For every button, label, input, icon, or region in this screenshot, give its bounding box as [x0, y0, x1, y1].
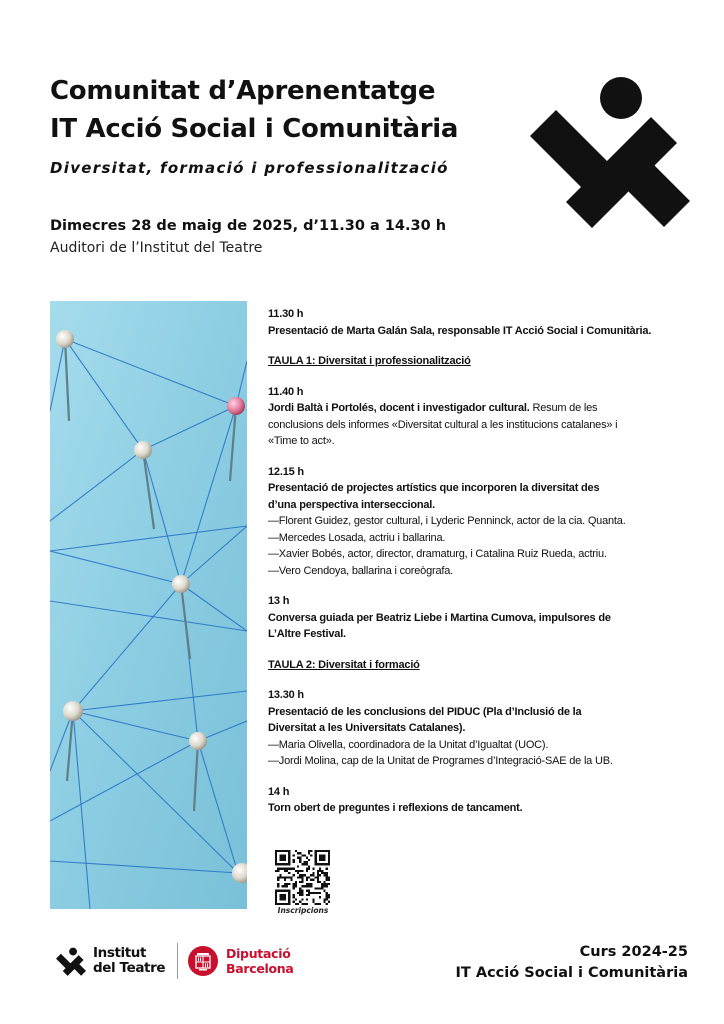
program-block-6 [268, 784, 698, 817]
program-title: Presentació de projectes artístics que incorporen la diversitat des [268, 482, 600, 494]
page-title [50, 72, 530, 148]
event-venue: Auditori de l’Institut del Teatre [50, 240, 263, 256]
qr-code-icon[interactable] [275, 850, 330, 905]
program-title: Presentació de les conclusions del PIDUC (Pla d’Inclusió de la [268, 705, 582, 718]
institut-del-teatre-logo-icon [530, 76, 690, 232]
program-time: 11.40 h [268, 385, 304, 398]
table-1-title: TAULA 1: Diversitat i professionalització [268, 355, 471, 367]
qr-label: Inscripcions [277, 906, 329, 915]
program-text: Torn obert de preguntes i reflexions de tancament. [268, 802, 523, 814]
program-block-3 [268, 464, 698, 580]
program-time: 12.15 h [268, 465, 304, 478]
program-block-5 [268, 687, 698, 770]
institut-del-teatre-wordmark: Institut del Teatre [93, 945, 166, 976]
program-block-2 [268, 384, 698, 450]
program [268, 306, 698, 831]
program-item: —Xavier Bobés, actor, director, dramaturg, i Catalina Ruiz Rueda, actriu. [268, 548, 607, 560]
program-item: —Florent Guidez, gestor cultural, i Lyderic Penninck, actor de la cia. Quanta. [268, 515, 626, 527]
footer-program-name: IT Acció Social i Comunitària [455, 965, 688, 981]
program-title: L’Altre Festival. [268, 628, 346, 640]
footer-course-info [456, 942, 688, 984]
footer-course: Curs 2024-25 [579, 944, 688, 960]
program-text: conclusions dels informes «Diversitat cultural a les institucions catalanes» i [268, 418, 618, 431]
program-text: «Time to act». [268, 435, 335, 447]
program-time: 13.30 h [268, 689, 304, 701]
program-item: —Maria Olivella, coordinadora de la Unitat d’Igualtat (UOC). [268, 738, 549, 751]
program-text: Presentació de Marta Galán Sala, responsable IT Acció Social i Comunitària. [268, 324, 652, 337]
program-text: Resum de les [529, 402, 598, 414]
program-title: Diversitat a les Universitats Catalanes). [268, 722, 466, 734]
program-item: —Vero Cendoya, ballarina i coreògrafa. [268, 564, 454, 577]
program-item: —Jordi Molina, cap de la Unitat de Programes d’Integració-SAE de la UB. [268, 755, 613, 767]
program-time: 11.30 h [268, 308, 304, 320]
program-time: 14 h [268, 785, 290, 798]
program-time: 13 h [268, 595, 290, 607]
diputacio-barcelona-wordmark: Diputació Barcelona [226, 946, 294, 976]
table-2-title: TAULA 2: Diversitat i formació [268, 658, 420, 671]
program-block-1 [268, 306, 698, 339]
program-title: d’una perspectiva interseccional. [268, 498, 436, 511]
program-block-4 [268, 593, 698, 643]
title-line-2: IT Acció Social i Comunitària [50, 114, 459, 144]
institut-del-teatre-footer-logo-icon [56, 947, 86, 977]
title-line-1: Comunitat d’Aprenentatge [50, 76, 436, 106]
event-date: Dimecres 28 de maig de 2025, d’11.30 a 14.30 h [50, 218, 447, 234]
network-photo [50, 301, 247, 909]
program-speaker: Jordi Baltà i Portolés, docent i investigador cultural. [268, 402, 530, 414]
footer-divider [177, 943, 178, 979]
program-title: Conversa guiada per Beatriz Liebe i Martina Cumova, impulsores de [268, 611, 611, 624]
program-item: —Mercedes Losada, actriu i ballarina. [268, 531, 446, 544]
diputacio-barcelona-logo-icon [188, 946, 218, 976]
subtitle: Diversitat, formació i professionalització [50, 159, 449, 177]
